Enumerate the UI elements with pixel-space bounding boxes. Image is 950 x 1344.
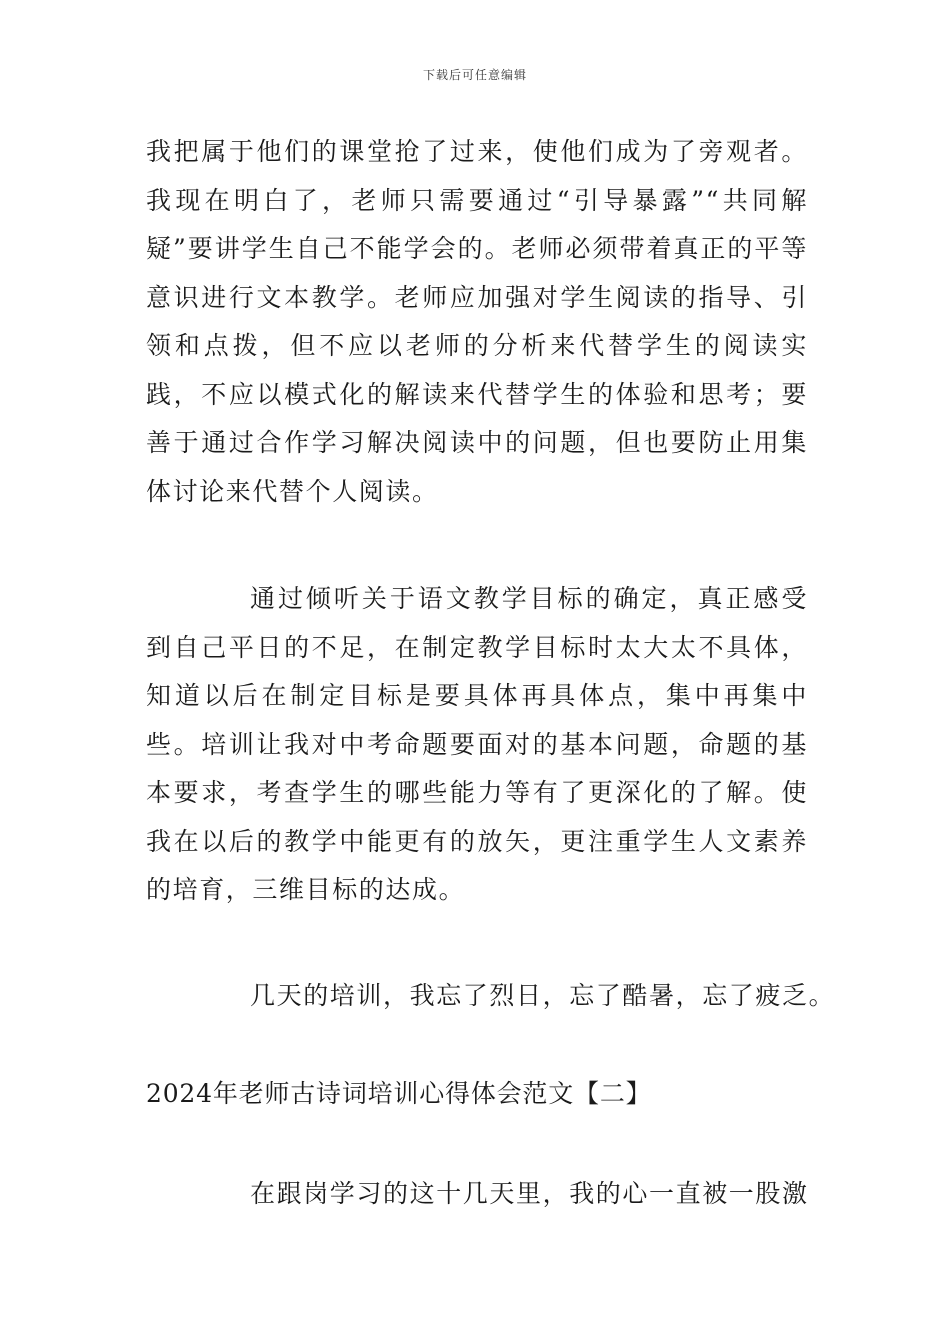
- page-header: 下载后可任意编辑: [422, 68, 527, 82]
- paragraph-1: 我把属于他们的课堂抢了过来，使他们成为了旁观者。我现在明白了，老师只需要通过“引导暴露”“共同解疑”要讲学生自己不能学会的。老师必须带着真正的平等意识进行文本教学。老师应加强对学生阅读的指导、引领和点拨，但不应以老师的分析来代替学生的阅读实践，不应以模式化的解读来代替学生的体验和思考；要善于通过合作学习解决阅读中的问题，但也要防止用集体讨论来代替个人阅读。: [146, 137, 808, 506]
- paragraph-2: 通过倾听关于语文教学目标的确定，真正感受到自己平日的不足，在制定教学目标时太大太不具体，知道以后在制定目标是要具体再具体点，集中再集中些。培训让我对中考命题要面对的基本问题，命题的基本要求，考查学生的哪些能力等有了更深化的了解。使我在以后的教学中能更有的放矢，更注重学生人文素养的培育，三维目标的达成。: [146, 584, 808, 904]
- paragraph-3: 几天的培训，我忘了烈日，忘了酷暑，忘了疲乏。: [250, 981, 836, 1010]
- section-heading: 2024年老师古诗词培训心得体会范文【二】: [146, 1079, 652, 1108]
- paragraph-4: 在跟岗学习的这十几天里，我的心一直被一股激: [250, 1179, 809, 1208]
